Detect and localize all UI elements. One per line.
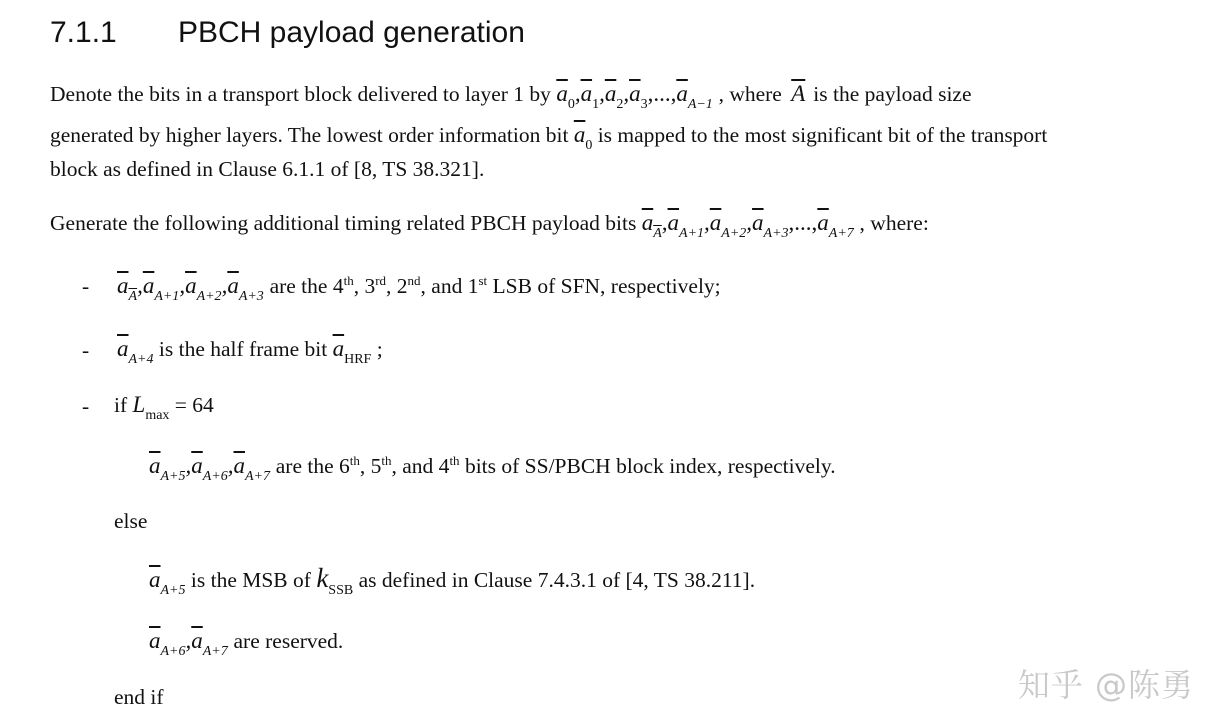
ssb-index-bits: $\overline{a}_{A+5},\overline{a}_{A+6},\overline{a}_{A+7}$ xyxy=(149,453,270,484)
else-branch-line-2 xyxy=(149,629,343,659)
else-branch-line-1 xyxy=(149,565,755,598)
p1-text-2: , where xyxy=(718,82,782,106)
bit-a0: $\overline{a}_0$ xyxy=(573,122,593,153)
else-text-3: are reserved. xyxy=(233,629,344,653)
lmax-value: = 64 xyxy=(174,393,214,417)
bit-a-plus-5: $\overline{a}_{A+5}$ xyxy=(149,567,186,598)
p2-text-1: Generate the following additional timing related PBCH payload bits xyxy=(50,211,637,235)
payload-size-symbol: $\overline{A}$ xyxy=(791,81,806,106)
half-frame-bit: $\overline{a}_{HRF}$ xyxy=(332,336,372,367)
p1-text-3: is the payload size xyxy=(813,82,972,106)
paragraph-1-line-1 xyxy=(50,82,972,112)
lmax-symbol: $L_{max}$ xyxy=(132,392,170,423)
p1-text-4: generated by higher layers. The lowest order information bit xyxy=(50,123,569,147)
else-text-2: as defined in Clause 7.4.3.1 of [4, TS 38.211]. xyxy=(358,568,756,592)
bit-a-plus-4: $\overline{a}_{A+4}$ xyxy=(117,336,154,367)
bullet-2-text: is the half frame bit xyxy=(158,337,328,361)
paragraph-1-line-2 xyxy=(50,123,1047,153)
else-keyword: else xyxy=(114,509,148,533)
watermark: 知乎 @陈勇 xyxy=(1017,666,1194,704)
p2-text-2: , where: xyxy=(859,211,929,235)
paragraph-1-line-3: block as defined in Clause 6.1.1 of [8, TS 38.321]. xyxy=(50,157,485,181)
bullet-2-dash: - xyxy=(82,338,90,362)
bullet-1-dash: - xyxy=(82,274,90,298)
if-keyword: if xyxy=(114,393,128,417)
kssb-symbol: $k_{SSB}$ xyxy=(316,563,354,598)
section-number: 7.1.1 xyxy=(50,16,117,49)
paragraph-2 xyxy=(50,211,929,241)
p1-text-1: Denote the bits in a transport block delivered to layer 1 by xyxy=(50,82,551,106)
bullet-2-end: ; xyxy=(376,337,383,361)
section-title: PBCH payload generation xyxy=(178,16,525,49)
sfn-bits: $\overline{a}_{\overline{A}},\overline{a}_{A+1},\overline{a}_{A+2},\overline{a}_{A+3}$ xyxy=(117,273,264,304)
if-branch-line xyxy=(149,454,836,484)
endif-keyword: end if xyxy=(114,685,164,709)
timing-bits-sequence: $\overline{a}_{\overline{A}},\overline{a}_{A+1},\overline{a}_{A+2},\overline{a}_{A+3},...,\overline{a}_{A+7}$ xyxy=(641,210,854,241)
bullet-3 xyxy=(114,393,214,423)
bullet-1 xyxy=(117,274,721,304)
bullet-3-dash: - xyxy=(82,394,90,418)
bullet-1-text: are the 4th, 3rd, 2nd, and 1st LSB of SFN, respectively; xyxy=(269,273,721,298)
p1-text-5: is mapped to the most significant bit of the transport xyxy=(597,123,1048,147)
reserved-bits: $\overline{a}_{A+6},\overline{a}_{A+7}$ xyxy=(149,628,228,659)
else-text-1: is the MSB of xyxy=(190,568,311,592)
bullet-2 xyxy=(117,337,383,367)
if-branch-text: are the 6th, 5th, and 4th bits of SS/PBCH block index, respectively. xyxy=(275,453,836,478)
bit-sequence-a: $\overline{a}_0,\overline{a}_1,\overline{a}_2,\overline{a}_3,...,\overline{a}_{A-1}$ xyxy=(556,81,713,112)
